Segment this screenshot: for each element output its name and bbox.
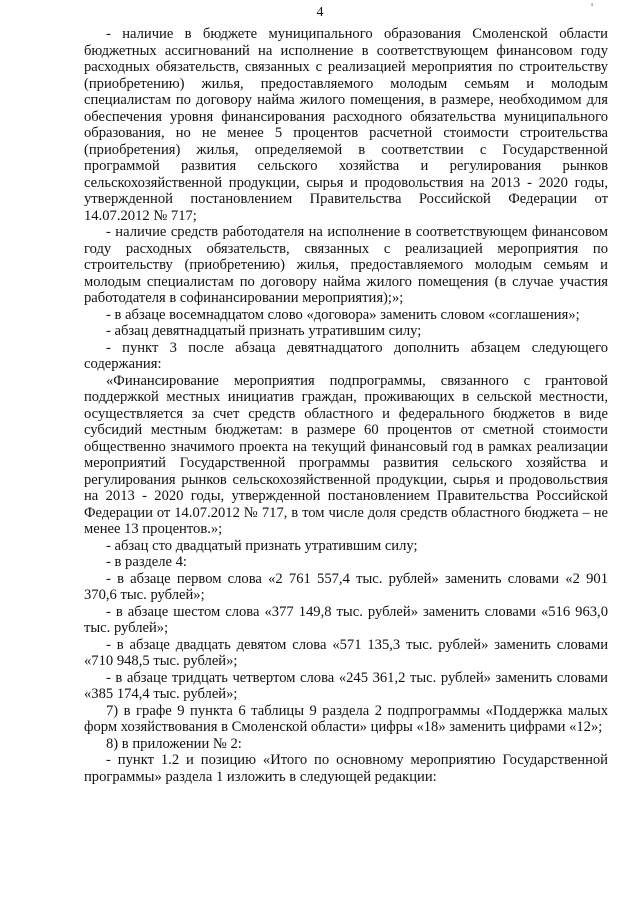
paragraph: - пункт 1.2 и позицию «Итого по основному мероприятию Государственной программы» раздела 1 изложить в следующей редакции: <box>84 752 608 785</box>
paragraph: - наличие в бюджете муниципального образования Смоленской области бюджетных ассигнований на исполнение в соответствующем финансовом году расходных обязательств, связанных с реализацией мероприятия по строительству (приобретению) жилья, предоставляемого молодым семьям и молодым специалистам по договору найма жилого помещения, в размере, необходимом для обеспечения уровня финансирования расходного обязательства муниципального образования, но не менее 5 процентов расчетной стоимости строительства (приобретения) жилья, определяемой в соответствии с Государственной программой развития сельского хозяйства и регулирования рынков сельскохозяйственной продукции, сырья и продовольствия на 2013 - 2020 годы, утвержденной постановлением Правительства Российской Федерации от 14.07.2012 № 717; <box>84 26 608 224</box>
paragraph: 8) в приложении № 2: <box>106 735 242 752</box>
paragraph: - наличие средств работодателя на исполнение в соответствующем финансовом году расходных обязательств, связанных с реализацией мероприятия по строительству (приобретению) жилья, предоставляемого молодым семьям и молодым специалистам по договору найма жилого помещения (в случае участия работодателя в софинансировании мероприятия);»; <box>84 224 608 306</box>
paragraph: - абзац девятнадцатый признать утратившим силу; <box>106 323 422 339</box>
paragraph: 7) в графе 9 пункта 6 таблицы 9 раздела 2 подпрограммы «Поддержка малых форм хозяйствования в Смоленской области» цифры «18» заменить цифрами «12»; <box>84 702 608 735</box>
paragraph: - в абзаце двадцать девятом слова «571 135,3 тыс. рублей» заменить словами «710 948,5 тыс. рублей»; <box>84 636 608 669</box>
paragraph: - в абзаце тридцать четвертом слова «245 361,2 тыс. рублей» заменить словами «385 174,4 тыс. рублей»; <box>84 669 608 702</box>
paragraph: - пункт 3 после абзаца девятнадцатого дополнить абзацем следующего содержания: <box>84 339 608 372</box>
document-body <box>84 26 608 785</box>
corner-mark: ' <box>591 0 594 14</box>
paragraph: - в абзаце восемнадцатом слово «договора» заменить словом «соглашения»; <box>106 306 580 323</box>
paragraph: - в абзаце шестом слова «377 149,8 тыс. рублей» заменить словами «516 963,0 тыс. рублей»; <box>84 603 608 636</box>
paragraph: - в разделе 4: <box>106 554 187 570</box>
paragraph: - в абзаце первом слова «2 761 557,4 тыс. рублей» заменить словами «2 901 370,6 тыс. рублей»; <box>84 570 608 603</box>
page-number: 4 <box>316 5 324 20</box>
paragraph: - абзац сто двадцатый признать утратившим силу; <box>106 537 418 554</box>
paragraph: «Финансирование мероприятия подпрограммы, связанного с грантовой поддержкой местных инициатив граждан, проживающих в сельской местности, осуществляется за счет средств областного и федерального бюджетов в виде субсидий местным бюджетам: в размере 60 процентов от сметной стоимости общественно значимого проекта на текущий финансовый год в рамках реализации мероприятий Государственной программы развития сельского хозяйства и регулирования рынков сельскохозяйственной продукции, сырья и продовольствия на 2013 - 2020 годы, утвержденной постановлением Правительства Российской Федерации от 14.07.2012 № 717, в том числе доля средств областного бюджета – не менее 13 процентов.»; <box>84 372 608 537</box>
